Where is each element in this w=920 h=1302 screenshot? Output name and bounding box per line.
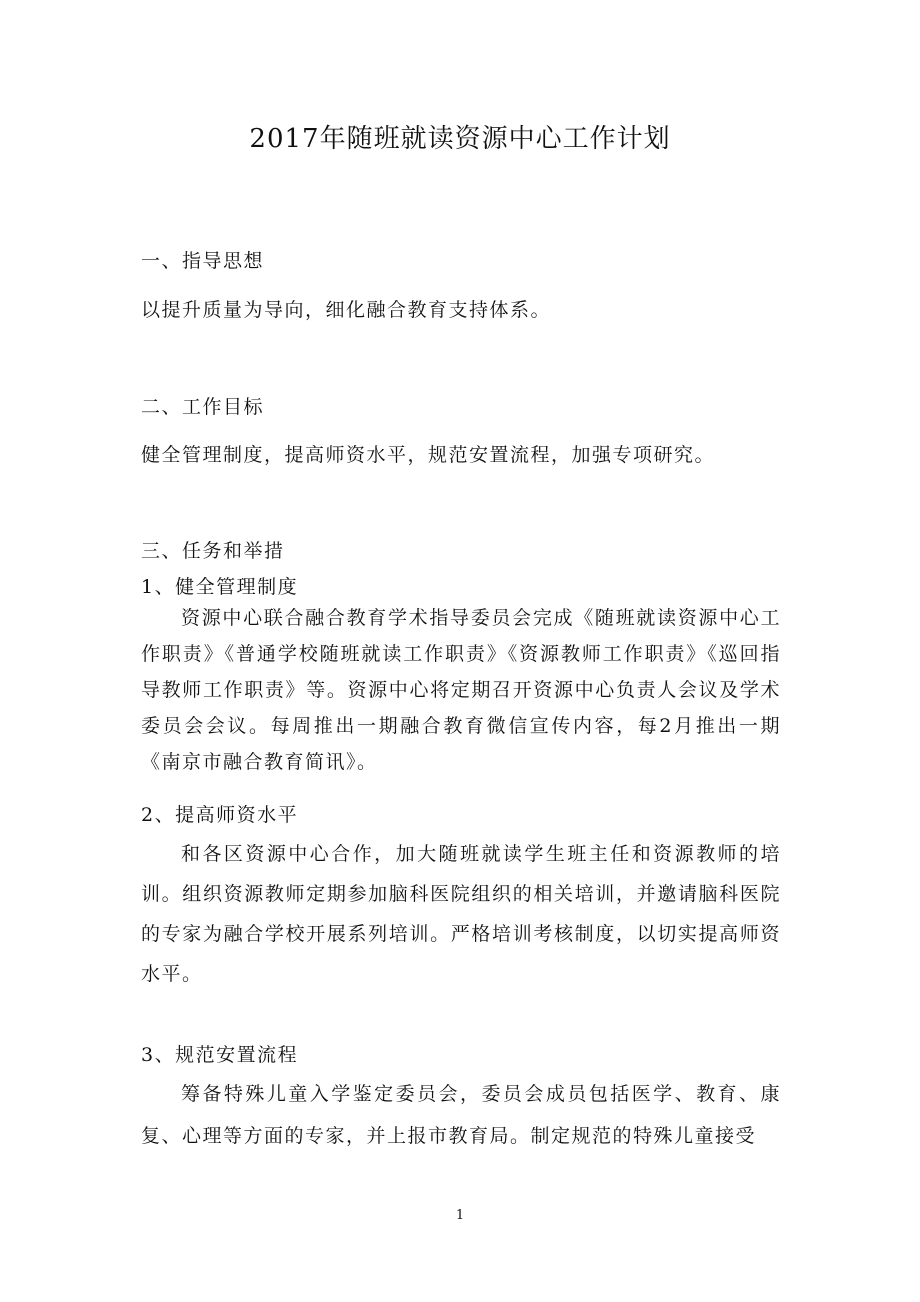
section-body-work-goals: 健全管理制度，提高师资水平，规范安置流程，加强专项研究。 xyxy=(141,444,716,466)
item-body-teacher-level: 和各区资源中心合作，加大随班就读学生班主任和资源教师的培训。组织资源教师定期参加脑科医院组织的相关培训，并邀请脑科医院的专家为融合学校开展系列培训。严格培训考核制度，以切实提高师资水平。 xyxy=(141,843,781,985)
item-body-placement-process: 筹备特殊儿童入学鉴定委员会，委员会成员包括医学、教育、康复、心理等方面的专家，并上报市教育局。制定规范的特殊儿童接受 xyxy=(141,1083,781,1147)
section-body-guiding-ideology: 以提升质量为导向，细化融合教育支持体系。 xyxy=(141,299,552,321)
section-heading-tasks-measures: 三、任务和举措 xyxy=(141,540,285,562)
item-body-management-system: 资源中心联合融合教育学术指导委员会完成《随班就读资源中心工作职责》《普通学校随班就读工作职责》《资源教师工作职责》《巡回指导教师工作职责》等。资源中心将定期召开资源中心负责人会议及学术委员会会议。每周推出一期融合教育微信宣传内容，每2月推出一期《南京市融合教育简讯》。 xyxy=(141,607,781,773)
item-heading-teacher-level: 2、提高师资水平 xyxy=(141,804,299,826)
document-title: 2017年随班就读资源中心工作计划 xyxy=(249,124,671,154)
section-heading-guiding-ideology: 一、指导思想 xyxy=(141,250,265,272)
page-number: 1 xyxy=(455,1208,465,1223)
item-heading-management-system: 1、健全管理制度 xyxy=(141,576,299,598)
section-heading-work-goals: 二、工作目标 xyxy=(141,396,265,418)
item-heading-placement-process: 3、规范安置流程 xyxy=(141,1044,299,1066)
